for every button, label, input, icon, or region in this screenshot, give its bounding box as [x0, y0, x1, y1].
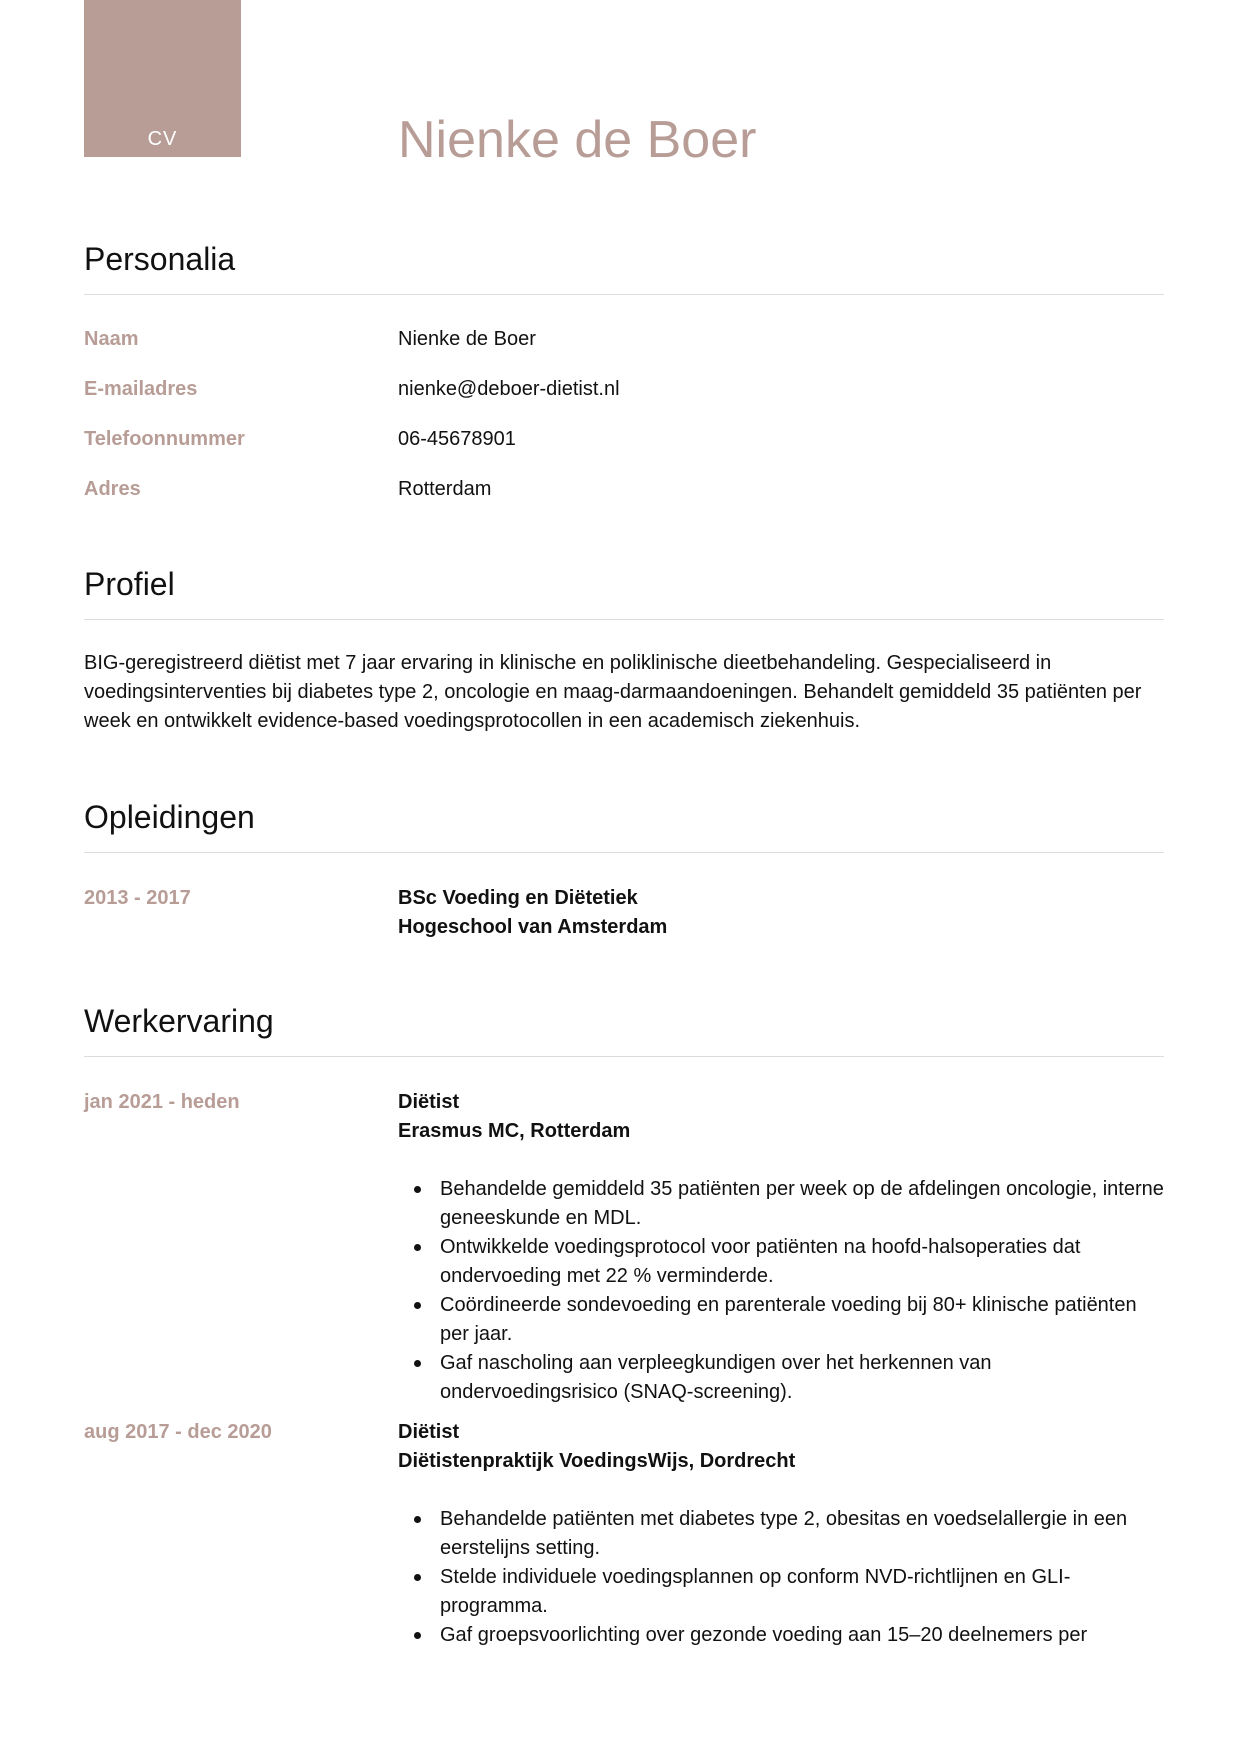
- job-title: Diëtist: [398, 1421, 460, 1443]
- list-item: Gaf nascholing aan verpleegkundigen over het herkennen van ondervoedingsrisico (SNAQ-screening).: [440, 1349, 1164, 1407]
- section-divider: [84, 619, 1164, 620]
- personalia-list: [84, 325, 1164, 525]
- job-period: jan 2021 - heden: [84, 1091, 240, 1113]
- list-item: Gaf groepsvoorlichting over gezonde voeding aan 15–20 deelnemers per: [440, 1621, 1164, 1650]
- candidate-name: Nienke de Boer: [398, 111, 757, 169]
- personalia-label: Telefoonnummer: [84, 428, 245, 450]
- job-body: [398, 1088, 1164, 1407]
- personalia-value: nienke@deboer-dietist.nl: [398, 378, 620, 400]
- personalia-row-email: [84, 375, 1164, 425]
- education-school: Hogeschool van Amsterdam: [398, 916, 668, 938]
- personalia-row-adres: [84, 475, 1164, 525]
- job-employer: Diëtistenpraktijk VoedingsWijs, Dordrecht: [398, 1450, 796, 1472]
- personalia-row-telefoon: [84, 425, 1164, 475]
- job-entry: [84, 1418, 1164, 1650]
- section-opleidingen: [84, 797, 1164, 942]
- section-profiel: [84, 564, 1164, 736]
- list-item: Behandelde patiënten met diabetes type 2, obesitas en voedselallergie in een eerstelijns setting.: [440, 1505, 1164, 1563]
- job-body: [398, 1418, 1164, 1650]
- personalia-value: Nienke de Boer: [398, 328, 536, 350]
- section-divider: [84, 1056, 1164, 1057]
- personalia-label: E-mailadres: [84, 378, 198, 400]
- personalia-value: 06-45678901: [398, 428, 516, 450]
- cv-badge: [84, 0, 241, 157]
- personalia-label: Adres: [84, 478, 141, 500]
- job-entry: [84, 1088, 1164, 1407]
- job-title: Diëtist: [398, 1091, 460, 1113]
- education-entry: [84, 884, 1164, 942]
- section-title-profiel: Profiel: [84, 566, 175, 602]
- education-body: [398, 884, 1164, 942]
- section-title-werkervaring: Werkervaring: [84, 1003, 274, 1039]
- job-bullets: [398, 1505, 1164, 1650]
- section-divider: [84, 294, 1164, 295]
- job-bullets: [398, 1175, 1164, 1407]
- education-degree: BSc Voeding en Diëtetiek: [398, 887, 638, 909]
- personalia-value: Rotterdam: [398, 478, 492, 500]
- list-item: Ontwikkelde voedingsprotocol voor patiënten na hoofd-halsoperaties dat ondervoeding met 22 % verminderde.: [440, 1233, 1164, 1291]
- personalia-label: Naam: [84, 328, 139, 350]
- cv-badge-label: CV: [147, 128, 178, 150]
- list-item: Behandelde gemiddeld 35 patiënten per week op de afdelingen oncologie, interne geneeskunde en MDL.: [440, 1175, 1164, 1233]
- section-personalia: [84, 239, 1164, 525]
- job-employer: Erasmus MC, Rotterdam: [398, 1120, 631, 1142]
- section-title-opleidingen: Opleidingen: [84, 799, 255, 835]
- section-divider: [84, 852, 1164, 853]
- personalia-row-naam: [84, 325, 1164, 375]
- list-item: Coördineerde sondevoeding en parenterale voeding bij 80+ klinische patiënten per jaar.: [440, 1291, 1164, 1349]
- section-title-personalia: Personalia: [84, 241, 236, 277]
- profile-summary: BIG-geregistreerd diëtist met 7 jaar ervaring in klinische en poliklinische dieetbehandeling. Gespecialiseerd in voedingsinterventies bij diabetes type 2, oncologie en maag-darmaandoeningen. Behandelt gemiddeld 35 patiënten per week en ontwikkelt evidence-based voedingsprotocollen in een academisch ziekenhuis.: [84, 652, 1142, 732]
- education-period: 2013 - 2017: [84, 887, 191, 909]
- section-werkervaring: [84, 1001, 1164, 1650]
- job-period: aug 2017 - dec 2020: [84, 1421, 272, 1443]
- list-item: Stelde individuele voedingsplannen op conform NVD-richtlijnen en GLI-programma.: [440, 1563, 1164, 1621]
